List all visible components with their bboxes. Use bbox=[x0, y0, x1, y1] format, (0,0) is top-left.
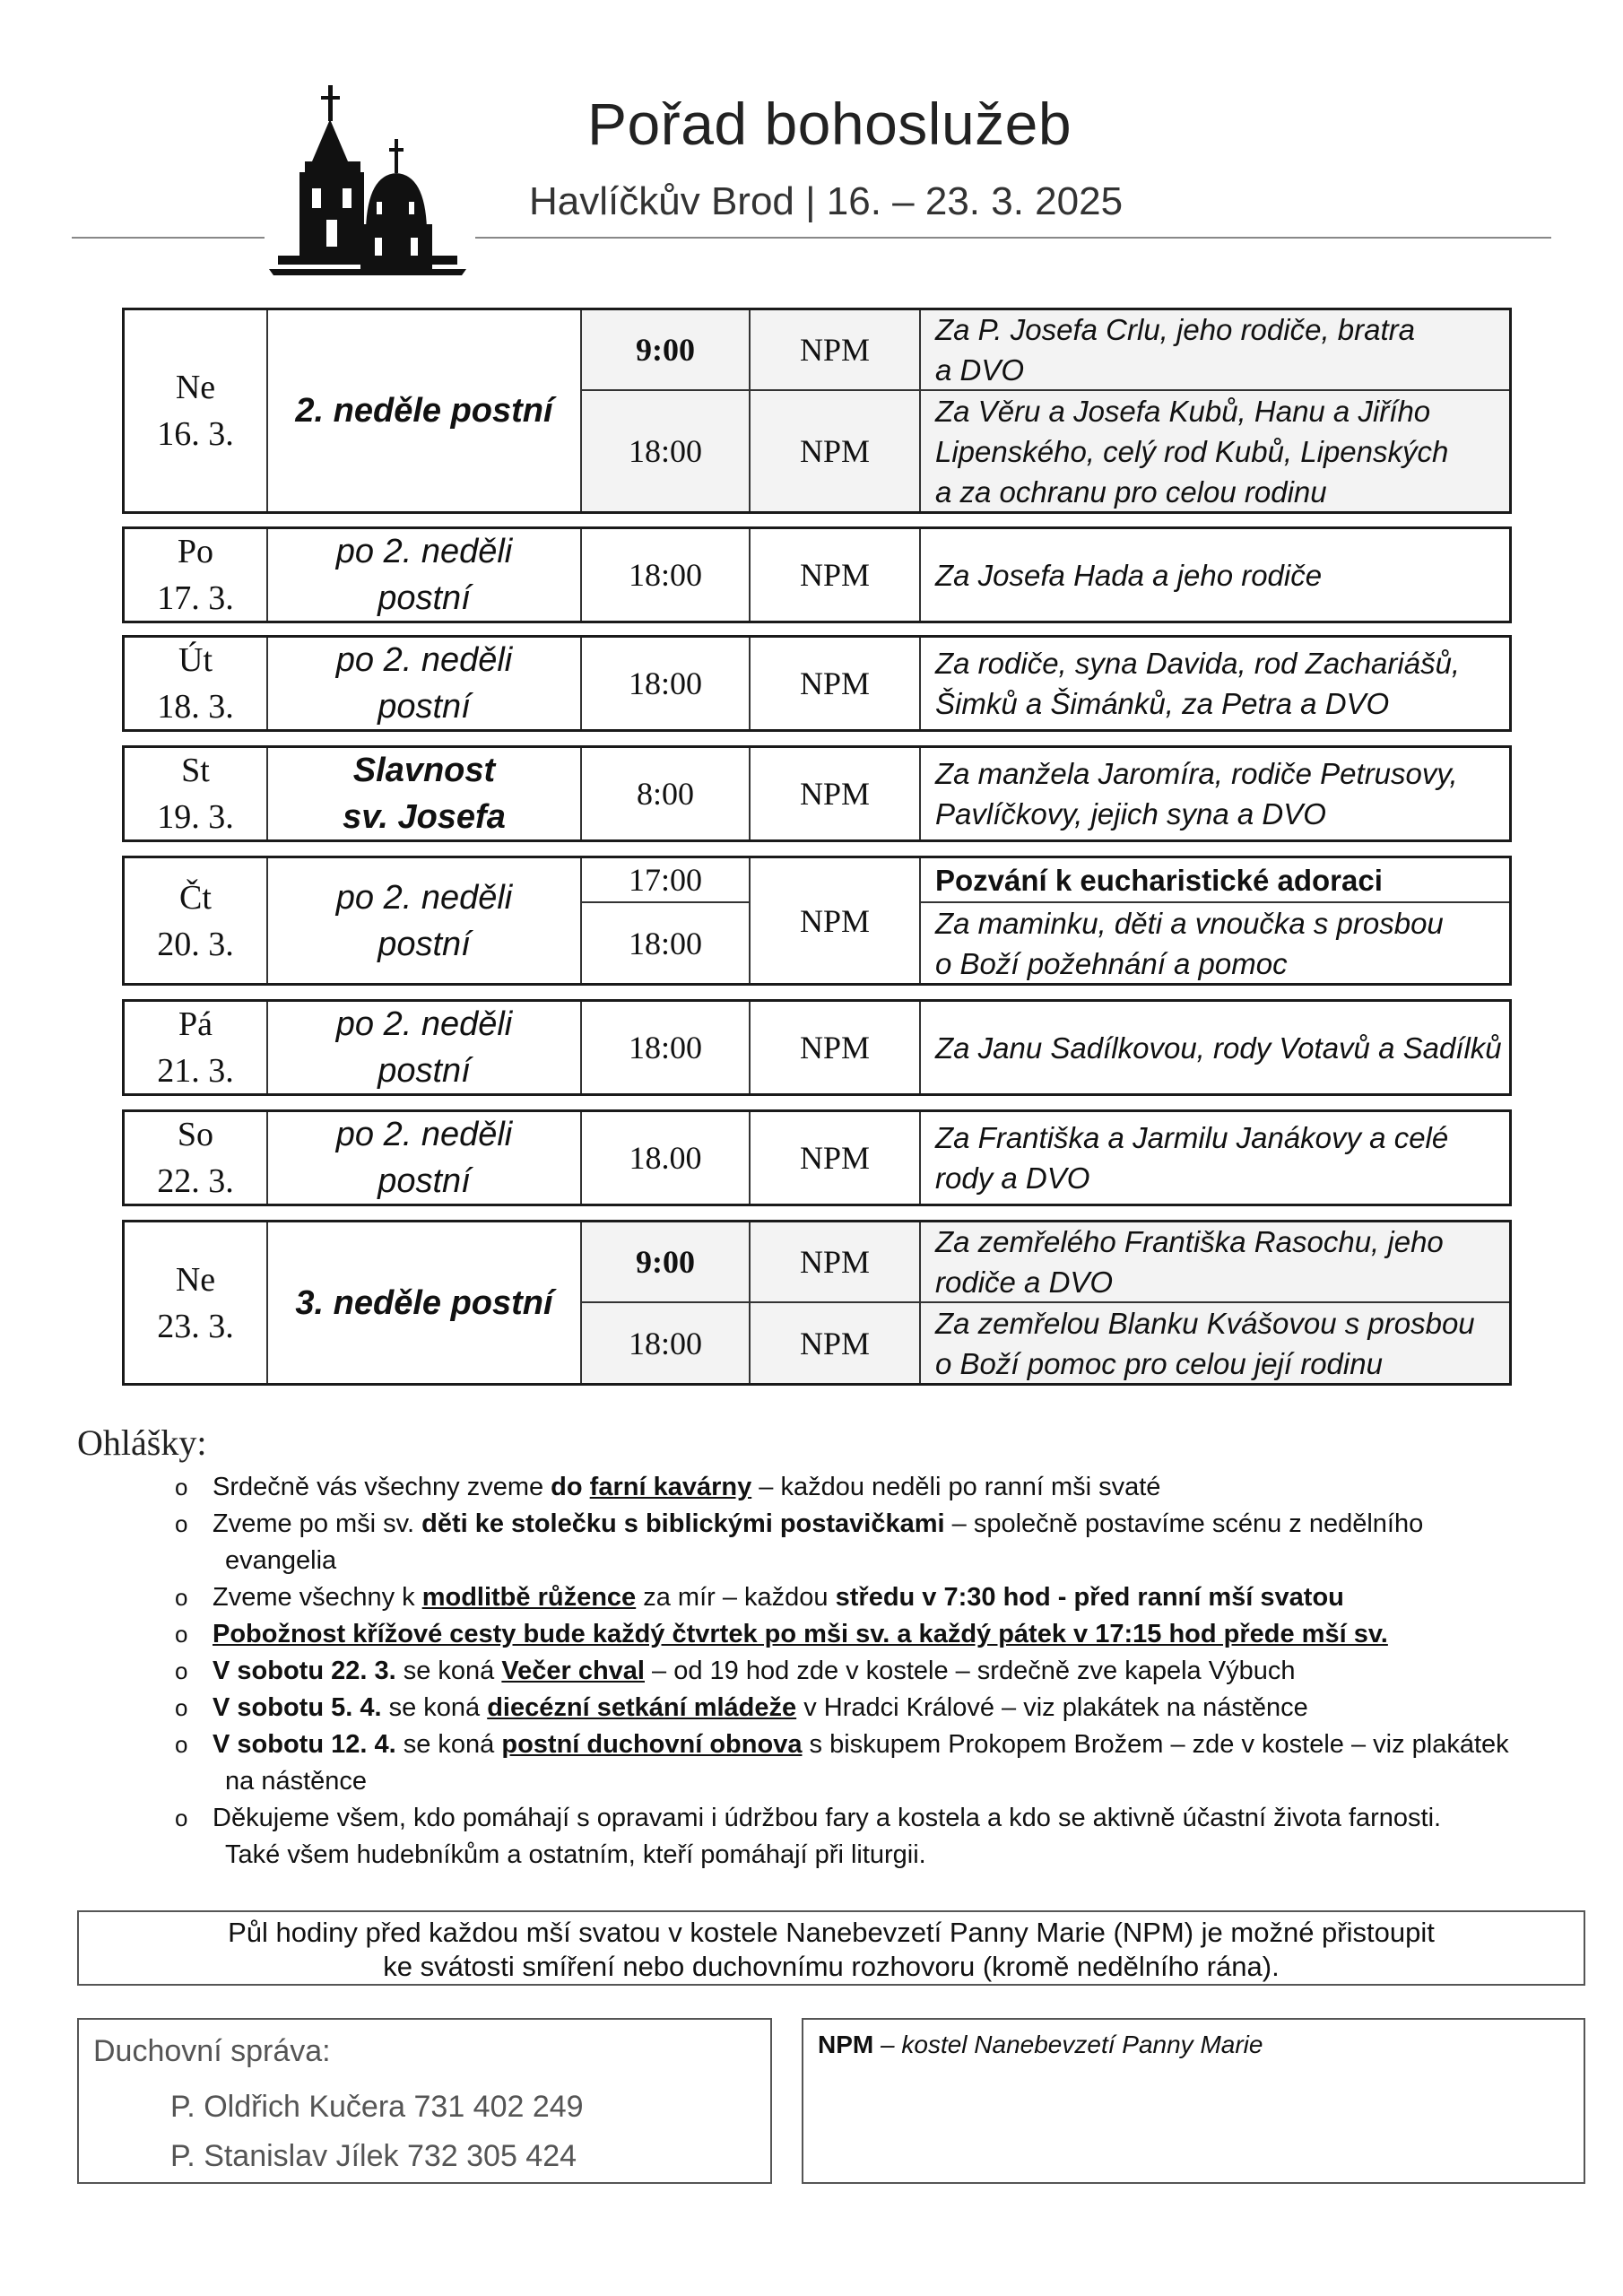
day-cell bbox=[125, 748, 266, 839]
mass-time: 18:00 bbox=[628, 665, 702, 701]
day-name: Čt bbox=[179, 878, 212, 917]
bullet-icon: o bbox=[175, 1657, 188, 1684]
adoration-invitation: Pozvání k eucharistické adoraci bbox=[935, 863, 1383, 897]
intention-line: rody a DVO bbox=[935, 1161, 1090, 1195]
clergy-box bbox=[77, 2018, 772, 2184]
bullet-icon: o bbox=[175, 1805, 188, 1831]
mass-place: NPM bbox=[799, 1030, 871, 1065]
day-cell bbox=[125, 1002, 266, 1093]
priest-contact: P. Oldřich Kučera 731 402 249 bbox=[170, 2090, 584, 2124]
legend-desc: – kostel Nanebevzetí Panny Marie bbox=[873, 2031, 1263, 2058]
mass-intention bbox=[921, 1112, 1509, 1204]
priest-contact: P. Stanislav Jílek 732 305 424 bbox=[170, 2139, 577, 2173]
announcement-item: o Zveme všechny k modlitbě růžence za mír – každou středu v 7:30 hod - před ranní mší svatou bbox=[175, 1579, 1574, 1616]
announcement-item: o Srdečně vás všechny zveme do farní kavárny – každou neděli po ranní mši svaté bbox=[175, 1469, 1574, 1506]
mass-time: 18:00 bbox=[582, 391, 749, 511]
day-name: St bbox=[181, 752, 210, 789]
legend-abbr: NPM bbox=[818, 2031, 874, 2058]
mass-time: 18:00 bbox=[628, 1030, 702, 1065]
mass-place: NPM bbox=[751, 391, 919, 511]
mass-intention bbox=[921, 638, 1509, 729]
church-logo bbox=[260, 76, 475, 300]
intention-line: rodiče a DVO bbox=[935, 1265, 1114, 1299]
notice-line: Půl hodiny před každou mší svatou v kostele Nanebevzetí Panny Marie (NPM) je možné přistoupit bbox=[228, 1917, 1435, 1948]
day-cell bbox=[125, 858, 266, 983]
bullet-icon: o bbox=[175, 1510, 188, 1537]
intention-line: Za manžela Jaromíra, rodiče Petrusovy, bbox=[935, 757, 1458, 790]
feast-line: po 2. neděli bbox=[335, 641, 513, 679]
announcement-item: o V sobotu 12. 4. se koná postní duchovní obnova s biskupem Prokopem Brožem – zde v kostele – viz plakátek na nástěnce bbox=[175, 1726, 1574, 1800]
mass-intention bbox=[921, 748, 1509, 839]
day-block-sun23 bbox=[122, 1220, 1512, 1386]
day-name: Pá bbox=[178, 1005, 213, 1043]
bullet-icon: o bbox=[175, 1474, 188, 1500]
feast-cell bbox=[268, 1002, 580, 1093]
day-date: 17. 3. bbox=[157, 579, 234, 617]
feast-line: postní bbox=[378, 688, 471, 726]
mass-place: NPM bbox=[799, 902, 871, 939]
bullet-icon: o bbox=[175, 1731, 188, 1758]
feast-cell: 3. neděle postní bbox=[295, 1283, 553, 1322]
feast-line: Slavnost bbox=[352, 752, 496, 789]
day-cell bbox=[125, 310, 266, 511]
mass-place: NPM bbox=[751, 1303, 919, 1383]
intention-line: Za maminku, děti a vnoučka s prosbou bbox=[935, 906, 1444, 940]
intention-line: Za Františka a Jarmilu Janákovy a celé bbox=[935, 1121, 1449, 1154]
intention-line: Za P. Josefa Crlu, jeho rodiče, bratra bbox=[935, 313, 1415, 346]
day-block-wed19 bbox=[122, 745, 1512, 842]
day-cell bbox=[125, 638, 266, 729]
mass-intention bbox=[921, 391, 1509, 511]
feast-line: po 2. neděli bbox=[335, 878, 513, 917]
day-name: Ne bbox=[175, 369, 216, 406]
announcement-item: o V sobotu 5. 4. se koná diecézní setkání mládeže v Hradci Králové – viz plakátek na nástěnce bbox=[175, 1690, 1574, 1726]
announcement-item: o V sobotu 22. 3. se koná Večer chval – od 19 hod zde v kostele – srdečně zve kapela Výbuch bbox=[175, 1653, 1574, 1690]
announcement-item: o Zveme po mši sv. děti ke stolečku s biblickými postavičkami – společně postavíme scénu z nedělního evangelia bbox=[175, 1506, 1574, 1579]
day-cell bbox=[125, 1112, 266, 1204]
mass-intention: Za Josefa Hada a jeho rodiče bbox=[935, 558, 1323, 592]
bullet-icon: o bbox=[175, 1584, 188, 1611]
intention-line: Šimků a Šimánků, za Petra a DVO bbox=[935, 687, 1390, 720]
feast-cell: 2. neděle postní bbox=[295, 392, 553, 430]
bullet-icon: o bbox=[175, 1621, 188, 1648]
mass-intention bbox=[921, 310, 1509, 389]
intention-line: a DVO bbox=[935, 353, 1025, 387]
feast-line: po 2. neděli bbox=[335, 1116, 513, 1153]
mass-place: NPM bbox=[799, 557, 871, 593]
feast-line: po 2. neděli bbox=[335, 1005, 513, 1043]
mass-place: NPM bbox=[751, 1222, 919, 1301]
feast-cell bbox=[268, 1112, 580, 1204]
day-name: Út bbox=[178, 641, 213, 679]
intention-line: Za zemřelého Františka Rasochu, jeho bbox=[935, 1225, 1444, 1258]
feast-cell bbox=[268, 638, 580, 729]
mass-time: 18:00 bbox=[628, 925, 702, 961]
adoration-time: 17:00 bbox=[628, 862, 702, 898]
feast-line: postní bbox=[378, 1162, 471, 1200]
day-block-sun16 bbox=[122, 308, 1512, 514]
day-date: 22. 3. bbox=[157, 1162, 234, 1200]
feast-line: po 2. neděli bbox=[335, 533, 513, 570]
day-date: 20. 3. bbox=[157, 925, 234, 963]
day-block-mon17 bbox=[122, 526, 1512, 623]
mass-intention bbox=[921, 903, 1509, 983]
mass-place: NPM bbox=[799, 776, 871, 812]
page-title: Pořad bohoslužeb bbox=[587, 91, 1072, 157]
day-block-sat22 bbox=[122, 1109, 1512, 1206]
mass-time: 9:00 bbox=[582, 310, 749, 389]
intention-line: a za ochranu pro celou rodinu bbox=[935, 474, 1327, 509]
bullet-icon: o bbox=[175, 1694, 188, 1721]
feast-line: postní bbox=[378, 1052, 471, 1090]
feast-line: postní bbox=[378, 579, 471, 617]
intention-line: o Boží požehnání a pomoc bbox=[935, 946, 1288, 980]
day-date: 23. 3. bbox=[157, 1307, 234, 1345]
mass-place: NPM bbox=[799, 665, 871, 701]
feast-cell bbox=[268, 748, 580, 839]
legend-text bbox=[818, 2031, 1263, 2059]
notice-line: ke svátosti smíření nebo duchovnímu rozhovoru (kromě nedělního rána). bbox=[383, 1951, 1280, 1982]
day-date: 19. 3. bbox=[157, 798, 234, 836]
mass-time: 9:00 bbox=[582, 1222, 749, 1301]
day-name: Ne bbox=[175, 1260, 216, 1299]
announcement-item: o Pobožnost křížové cesty bude každý čtvrtek po mši sv. a každý pátek v 17:15 hod přede mší sv. bbox=[175, 1616, 1574, 1653]
day-cell bbox=[125, 529, 266, 621]
intention-line: Lipenského, celý rod Kubů, Lipenských bbox=[935, 434, 1449, 468]
mass-intention: Za Janu Sadílkovou, rody Votavů a Sadílků bbox=[935, 1031, 1502, 1065]
day-date: 21. 3. bbox=[157, 1052, 234, 1090]
intention-line: Pavlíčkovy, jejich syna a DVO bbox=[935, 797, 1326, 831]
mass-place: NPM bbox=[751, 310, 919, 389]
day-block-thu20 bbox=[122, 856, 1512, 986]
feast-cell bbox=[268, 529, 580, 621]
day-name: Po bbox=[177, 533, 214, 570]
page-subtitle: Havlíčkův Brod | 16. – 23. 3. 2025 bbox=[529, 179, 1124, 223]
mass-intention bbox=[921, 1303, 1509, 1383]
confession-notice bbox=[77, 1910, 1585, 1986]
header-rule-right bbox=[475, 237, 1551, 239]
intention-line: Za zemřelou Blanku Kvášovou s prosbou bbox=[935, 1306, 1475, 1340]
header-rule-left bbox=[72, 237, 265, 239]
clergy-heading: Duchovní správa: bbox=[93, 2034, 331, 2068]
mass-time: 8:00 bbox=[636, 776, 694, 812]
feast-line: sv. Josefa bbox=[343, 798, 506, 836]
feast-line: postní bbox=[378, 925, 471, 963]
feast-cell bbox=[268, 858, 580, 983]
mass-intention bbox=[921, 1222, 1509, 1301]
legend-box bbox=[802, 2018, 1585, 2184]
intention-line: Za rodiče, syna Davida, rod Zachariášů, bbox=[935, 647, 1461, 680]
day-block-fri21 bbox=[122, 999, 1512, 1096]
mass-place: NPM bbox=[799, 1140, 871, 1176]
day-block-tue18 bbox=[122, 635, 1512, 732]
mass-time: 18.00 bbox=[629, 1140, 702, 1176]
mass-time: 18:00 bbox=[582, 1303, 749, 1383]
day-cell bbox=[125, 1222, 266, 1383]
mass-time: 18:00 bbox=[628, 557, 702, 593]
day-date: 18. 3. bbox=[157, 688, 234, 726]
announcements-heading: Ohlášky: bbox=[77, 1422, 207, 1463]
announcement-item: o Děkujeme všem, kdo pomáhají s opravami i údržbou fary a kostela a kdo se aktivně účastní života farnosti. Také všem hudebníkům a ostatním, kteří pomáhají při liturgii. bbox=[175, 1800, 1574, 1874]
intention-line: o Boží pomoc pro celou její rodinu bbox=[935, 1346, 1383, 1380]
intention-line: Za Věru a Josefa Kubů, Hanu a Jiřího bbox=[935, 394, 1431, 428]
day-date: 16. 3. bbox=[157, 415, 234, 453]
day-name: So bbox=[177, 1116, 214, 1153]
